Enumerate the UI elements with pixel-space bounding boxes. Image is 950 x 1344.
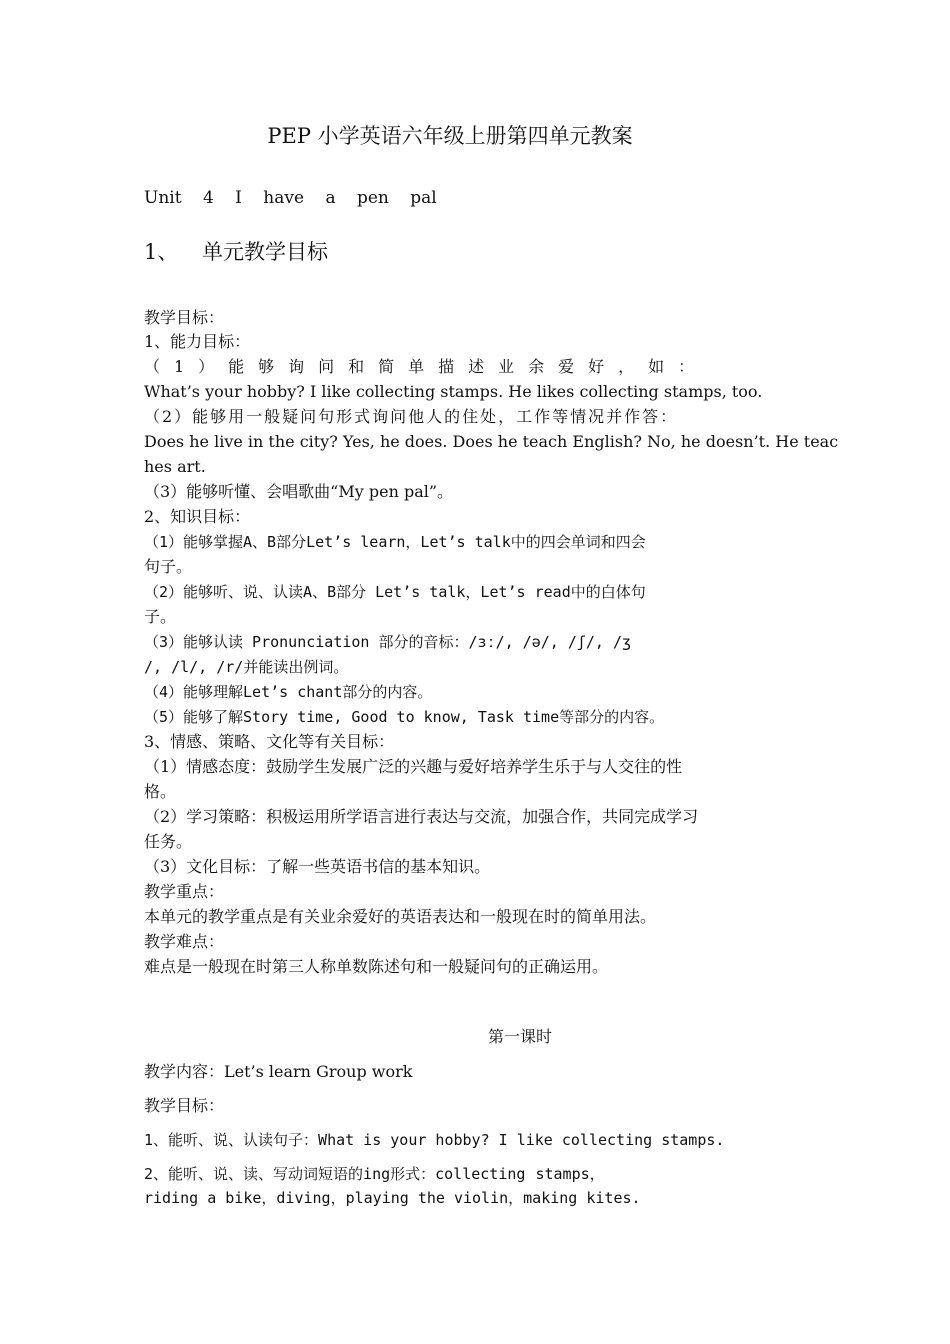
page-title: PEP 小学英语六年级上册第四单元教案: [267, 124, 633, 148]
lesson-heading: 第一课时: [487, 1027, 552, 1046]
body-line: （5）能够了解Story time, Good to know, Task time等部分的内容。: [144, 708, 665, 726]
body-line: 格。: [144, 782, 177, 801]
body-line: 任务。: [144, 832, 193, 851]
section-title: 单元教学目标: [202, 240, 328, 264]
body-line: 子。: [144, 607, 177, 626]
body-line: 1、能力目标：: [144, 332, 251, 351]
lesson-content: 教学内容：Let’s learn Group work: [144, 1062, 413, 1081]
body-line: /, /l/, /r/并能读出例词。: [144, 658, 349, 676]
lesson-goal-1: 1、能听、说、认读句子：What is your hobby? I like collecting stamps.: [144, 1131, 725, 1149]
body-line: （3）能够认读 Pronunciation 部分的音标：/ɜː/, /ə/, /ʃ/, /ʒ: [144, 633, 632, 651]
body-line: 3、情感、策略、文化等有关目标：: [144, 732, 395, 751]
body-line: 句子。: [144, 557, 193, 576]
body-line: Does he live in the city? Yes, he does. Does he teach English? No, he doesn’t. He teac: [144, 432, 839, 451]
unit-line: Unit 4 I have a pen pal: [144, 188, 437, 208]
body-line: 教学难点：: [144, 932, 225, 951]
body-line: （3）文化目标：了解一些英语书信的基本知识。: [144, 857, 491, 876]
body-line: （1）情感态度：鼓励学生发展广泛的兴趣与爱好培养学生乐于与人交往的性: [144, 757, 683, 776]
body-line: （2）能够用一般疑问句形式询问他人的住处，工作等情况并作答：: [144, 407, 679, 426]
body-line: 难点是一般现在时第三人称单数陈述句和一般疑问句的正确运用。: [144, 957, 609, 976]
body-line: 2、知识目标：: [144, 507, 251, 526]
body-line: （3）能够听懂、会唱歌曲“My pen pal”。: [144, 482, 454, 501]
body-line: （1）能够掌握A、B部分Let’s learn，Let’s talk中的四会单词和四会: [144, 533, 646, 551]
body-line: 教学重点：: [144, 882, 225, 901]
body-line: hes art.: [144, 457, 206, 476]
lesson-goals-label: 教学目标：: [144, 1096, 225, 1115]
body-line: （2）学习策略：积极运用所学语言进行表达与交流，加强合作，共同完成学习: [144, 807, 699, 826]
body-line: （1）能够询问和简单描述业余爱好，如：: [144, 357, 709, 376]
lesson-goal-2: 2、能听、说、读、写动词短语的ing形式：collecting stamps，: [144, 1165, 605, 1183]
lesson-goal-2-cont: riding a bike，diving，playing the violin，making kites.: [144, 1189, 641, 1207]
body-line: What’s your hobby? I like collecting stamps. He likes collecting stamps, too.: [144, 382, 763, 401]
section-number: 1、: [144, 240, 179, 264]
body-line: 教学目标：: [144, 308, 225, 327]
section-heading: [144, 240, 328, 264]
body-line: （4）能够理解Let’s chant部分的内容。: [144, 683, 433, 701]
body-line: 本单元的教学重点是有关业余爱好的英语表达和一般现在时的简单用法。: [144, 907, 657, 926]
body-line: （2）能够听、说、认读A、B部分 Let’s talk，Let’s read中的白体句: [144, 583, 646, 601]
